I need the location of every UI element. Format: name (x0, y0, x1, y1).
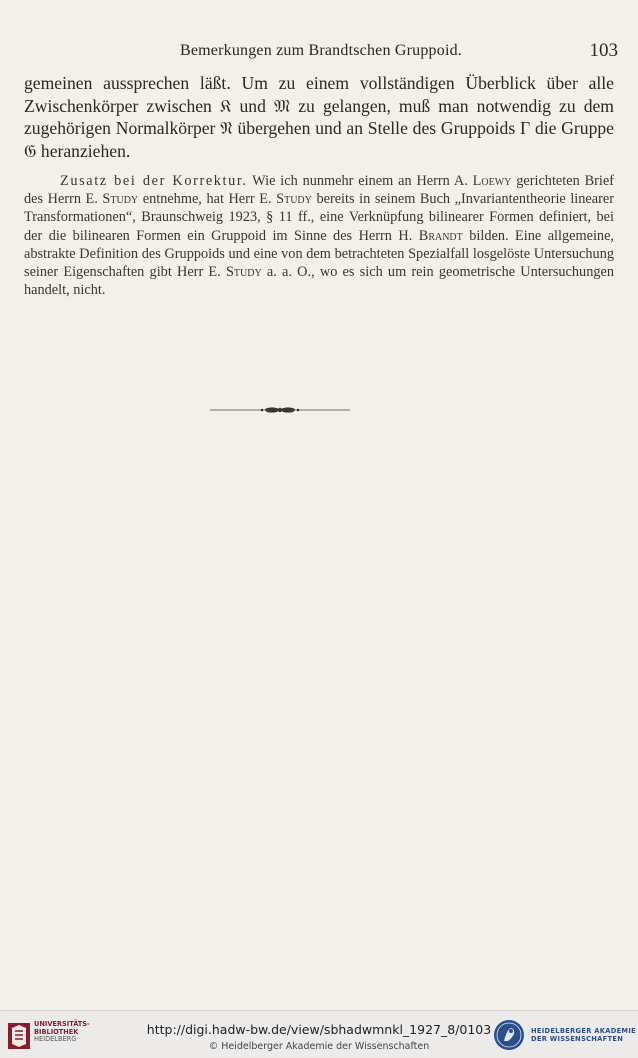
copyright-notice: © Heidelberger Akademie der Wissenschaften (208, 1041, 430, 1052)
logo-line-1: UNIVERSITÄTS- (34, 1020, 90, 1028)
running-title: Bemerkungen zum Brandtschen Gruppoid. (179, 42, 462, 59)
page-number: 103 (589, 40, 618, 61)
correction-note (24, 172, 614, 299)
author-name-study: Study (102, 191, 139, 208)
running-head (24, 40, 618, 64)
permalink-url[interactable]: http://digi.hadw-bw.de/view/sbhadwmnkl_1927_8/0103 (146, 1022, 492, 1037)
logo-line-3: HEIDELBERG (34, 1035, 77, 1044)
author-name-study: Study (225, 264, 262, 281)
note-text-2: gerichteten Brief des Herrn E. (24, 173, 614, 208)
main-paragraph: gemeinen aussprechen läßt. Um zu einem vollständigen Überblick über alle Zwischenkörper zwischen 𝔎 und 𝔐 zu gelangen, muß man notwendig zu dem zugehörigen Normalkörper 𝔑 übergehen und an Stelle des Gruppoids Γ die Gruppe 𝔊 heranziehen. (24, 73, 614, 161)
viewer-footer (0, 1010, 638, 1058)
academy-seal-icon[interactable] (493, 1019, 525, 1051)
author-name-brandt: Brandt (418, 227, 463, 244)
note-text-3: entnehme, hat Herr E. (138, 191, 277, 208)
logo-line-2: BIBLIOTHEK (34, 1027, 79, 1036)
note-lead: Zusatz bei der Korrektur. (60, 173, 248, 189)
academy-line-1: HEIDELBERGER AKADEMIE (531, 1027, 637, 1035)
academy-line-2: DER WISSENSCHAFTEN (531, 1035, 624, 1044)
note-text-1: Wie ich nunmehr einem an Herrn A. (247, 173, 473, 189)
author-name-loewy: Loewy (472, 173, 512, 189)
author-name-study: Study (276, 191, 312, 208)
note-text-4: bereits in seinem Buch „Invariantentheorie linearer Transformationen“, Braunschweig 1923, § 11 ff., eine Verknüpfung bilinearer Formen definiert, bei der die bilinearen Formen ein Gruppoid im Sinne des Herrn H. (24, 191, 614, 244)
note-text-6: a. a. O., wo es sich um rein geometrische Untersuchungen handelt, nicht. (24, 264, 614, 299)
section-divider-ornament (210, 404, 350, 416)
academy-label (531, 1027, 636, 1043)
note-text-5: bilden. Eine allgemeine, abstrakte Definition des Gruppoids und eine von dem betrachteten Spezialfall losgelöste Untersuchung seiner Eigenschaften gibt Herr E. (24, 227, 614, 281)
